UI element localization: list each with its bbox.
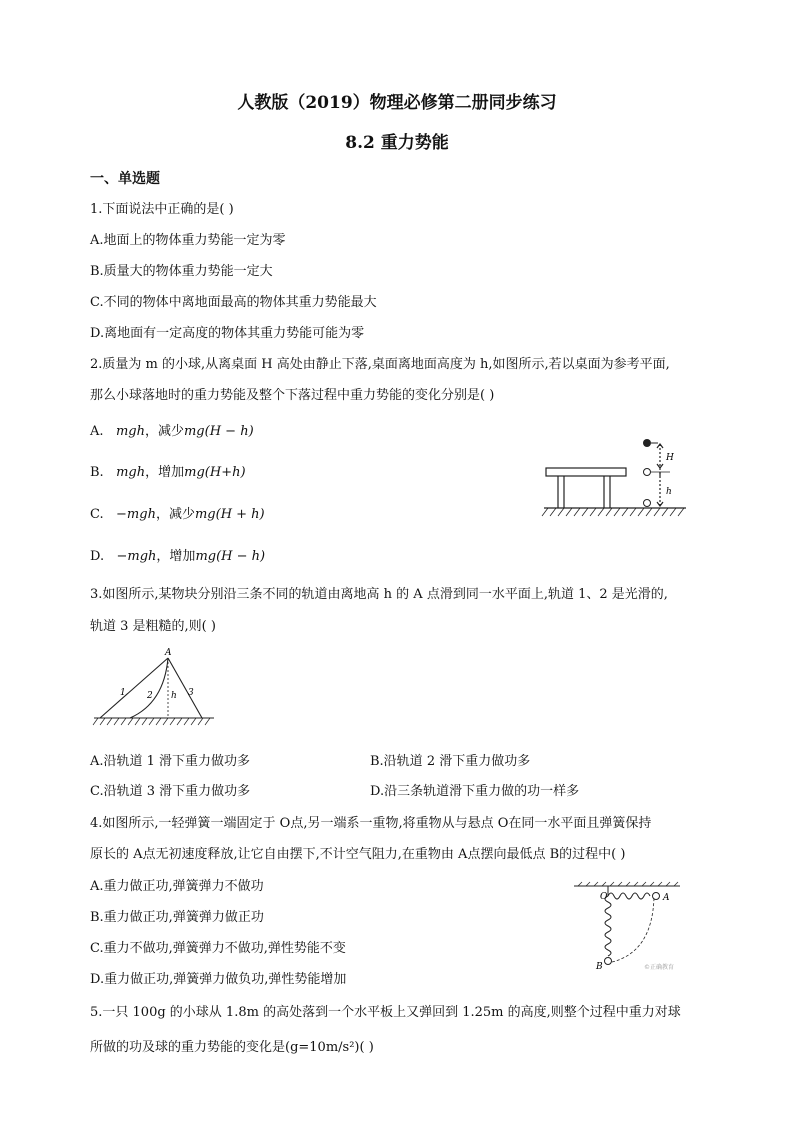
q3-label-h: h [171,691,177,701]
q1-option-b: B.质量大的物体重力势能一定大 [90,264,273,279]
q3-option-b: B.沿轨道 2 滑下重力做功多 [370,754,531,769]
q2-label-H: H [666,453,674,463]
q2-option-c: C. −mgh，减少mg(H + h) [90,507,265,522]
q3-option-a: A.沿轨道 1 滑下重力做功多 [90,754,251,769]
q4-option-b: B.重力做正功,弹簧弹力做正功 [90,910,264,925]
q3-label-track2: 2 [147,691,153,701]
q4-spring-figure [572,882,684,972]
q4-option-d: D.重力做正功,弹簧弹力做负功,弹性势能增加 [90,972,347,987]
q1-stem: 1.下面说法中正确的是( ) [90,202,234,217]
lesson-title: 8.2 重力势能 [345,133,449,153]
q1-option-c: C.不同的物体中离地面最高的物体其重力势能最大 [90,295,377,310]
q4-watermark: ©正确教育 [644,964,675,971]
q3-label-track3: 3 [188,688,194,698]
q4-option-c: C.重力不做功,弹簧弹力不做功,弹性势能不变 [90,941,346,956]
q2-label-h: h [666,487,672,497]
q4-label-B: B [596,962,603,972]
q3-label-A: A [165,648,172,658]
q5-stem-line1: 5.一只 100g 的小球从 1.8m 的高处落到一个水平板上又弹回到 1.25m 的高度,则整个过程中重力对球 [90,1005,681,1020]
q2-table-figure [540,436,690,520]
q3-stem-line2: 轨道 3 是粗糙的,则( ) [90,619,216,634]
q2-stem-line2: 那么小球落地时的重力势能及整个下落过程中重力势能的变化分别是( ) [90,388,495,403]
q3-tracks-figure [90,648,220,728]
q2-stem-line1: 2.质量为 m 的小球,从离桌面 H 高处由静止下落,桌面离地面高度为 h,如图所示,若以桌面为参考平面, [90,357,670,372]
q2-option-d: D. −mgh，增加mg(H − h) [90,549,266,564]
q4-label-O: O [600,892,608,902]
q4-stem-line1: 4.如图所示,一轻弹簧一端固定于 O点,另一端系一重物,将重物从与悬点 O在同一水平面且弹簧保持 [90,816,652,831]
q5-stem-line2: 所做的功及球的重力势能的变化是(g=10m/s²)( ) [90,1040,374,1055]
q3-option-c: C.沿轨道 3 滑下重力做功多 [90,784,251,799]
q1-option-a: A.地面上的物体重力势能一定为零 [90,233,286,248]
q1-option-d: D.离地面有一定高度的物体其重力势能可能为零 [90,326,365,341]
q2-option-b: B. mgh，增加mg(H+h) [90,465,246,480]
q4-option-a: A.重力做正功,弹簧弹力不做功 [90,879,264,894]
document-title: 人教版（2019）物理必修第二册同步练习 [237,93,557,113]
q3-option-d: D.沿三条轨道滑下重力做的功一样多 [370,784,580,799]
q3-stem-line1: 3.如图所示,某物块分别沿三条不同的轨道由离地高 h 的 A 点滑到同一水平面上,轨道 1、2 是光滑的, [90,587,668,602]
q3-label-track1: 1 [120,688,126,698]
section-heading: 一、单选题 [90,171,160,187]
q4-stem-line2: 原长的 A点无初速度释放,让它自由摆下,不计空气阻力,在重物由 A点摆向最低点 B的过程中( ) [90,847,626,862]
q2-option-a: A. mgh，减少mg(H − h) [90,424,254,439]
q4-label-A: A [663,893,670,903]
